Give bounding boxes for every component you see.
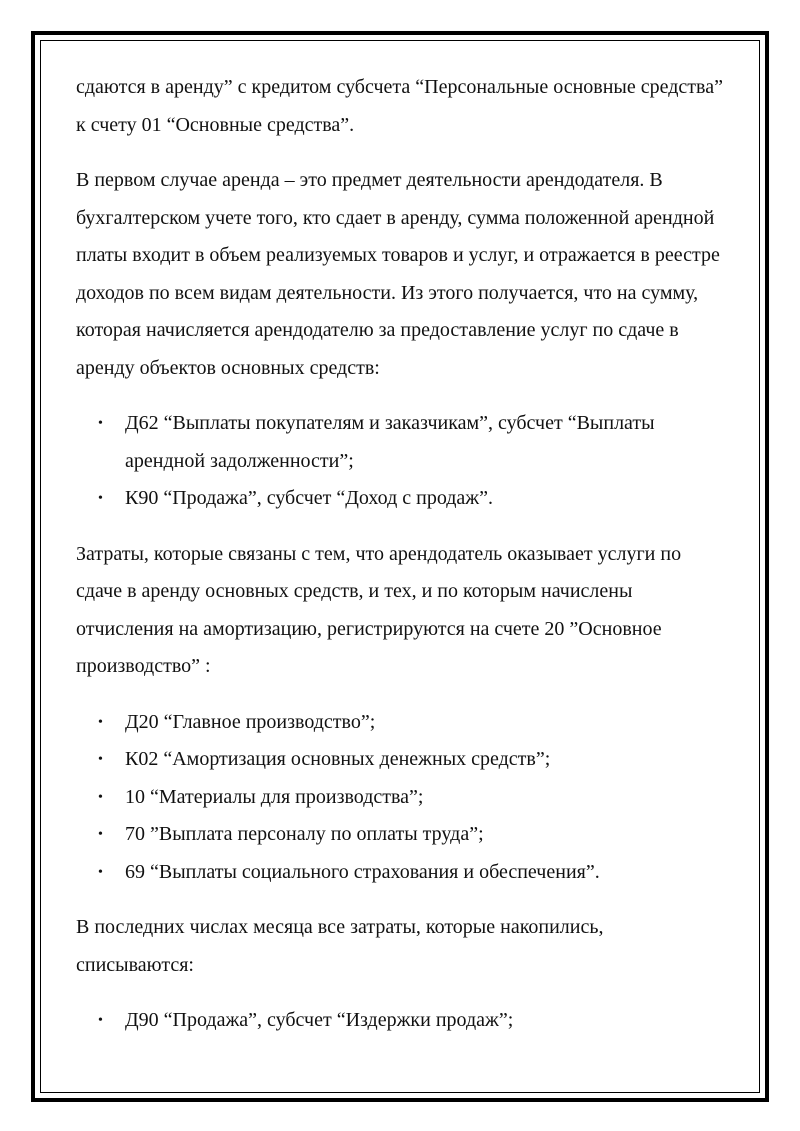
bullet-icon: •: [98, 752, 103, 767]
document-body: [76, 69, 726, 1040]
list-item: • 70 ”Выплата персоналу по оплаты труда”;: [76, 816, 726, 854]
list-item: • К02 “Амортизация основных денежных средств”;: [76, 741, 726, 779]
bullet-icon: •: [98, 789, 103, 805]
list-item: • 10 “Материалы для производства”;: [76, 779, 726, 817]
paragraph-3: Затраты, которые связаны с тем, что арендодатель оказывает услуги по сдаче в аренду основных средств, и тех, и по которым начислены отчисления на амортизацию, регистрируются на счете 20 ”Основное производство” :: [76, 542, 682, 677]
paragraph-1: сдаются в аренду” с кредитом субсчета “Персональные основные средства” к счету 01 “Основные средства”.: [76, 76, 723, 136]
paragraph-4: В последних числах месяца все затраты, которые накопились, списываются:: [76, 916, 604, 976]
list-entries-costs: [76, 704, 726, 892]
bullet-icon: •: [98, 416, 103, 431]
bullet-icon: •: [98, 714, 103, 730]
list-entries-writeoff: [76, 1002, 726, 1040]
list-item: • Д20 “Главное производство”;: [76, 704, 726, 742]
list-item: • К90 “Продажа”, субсчет “Доход с продаж”.: [76, 480, 726, 518]
list-item: • Д62 “Выплаты покупателям и заказчикам”, субсчет “Выплаты арендной задолженности”;: [76, 405, 726, 480]
list-item: • Д90 “Продажа”, субсчет “Издержки продаж”;: [76, 1002, 726, 1040]
bullet-icon: •: [98, 491, 103, 506]
bullet-icon: •: [98, 827, 103, 842]
bullet-icon: •: [98, 1013, 103, 1028]
list-item: • 69 “Выплаты социального страхования и обеспечения”.: [76, 854, 726, 892]
paragraph-2: В первом случае аренда – это предмет деятельности арендодателя. В бухгалтерском учете того, кто сдает в аренду, сумма положенной арендной платы входит в объем реализуемых товаров и услуг, и отражается в реестре доходов по всем видам деятельности. Из этого получается, что на сумму, которая начисляется арендодателю за предоставление услуг по сдаче в аренду объектов основных средств:: [76, 169, 720, 379]
bullet-icon: •: [98, 864, 103, 880]
list-entries-income: [76, 405, 726, 518]
